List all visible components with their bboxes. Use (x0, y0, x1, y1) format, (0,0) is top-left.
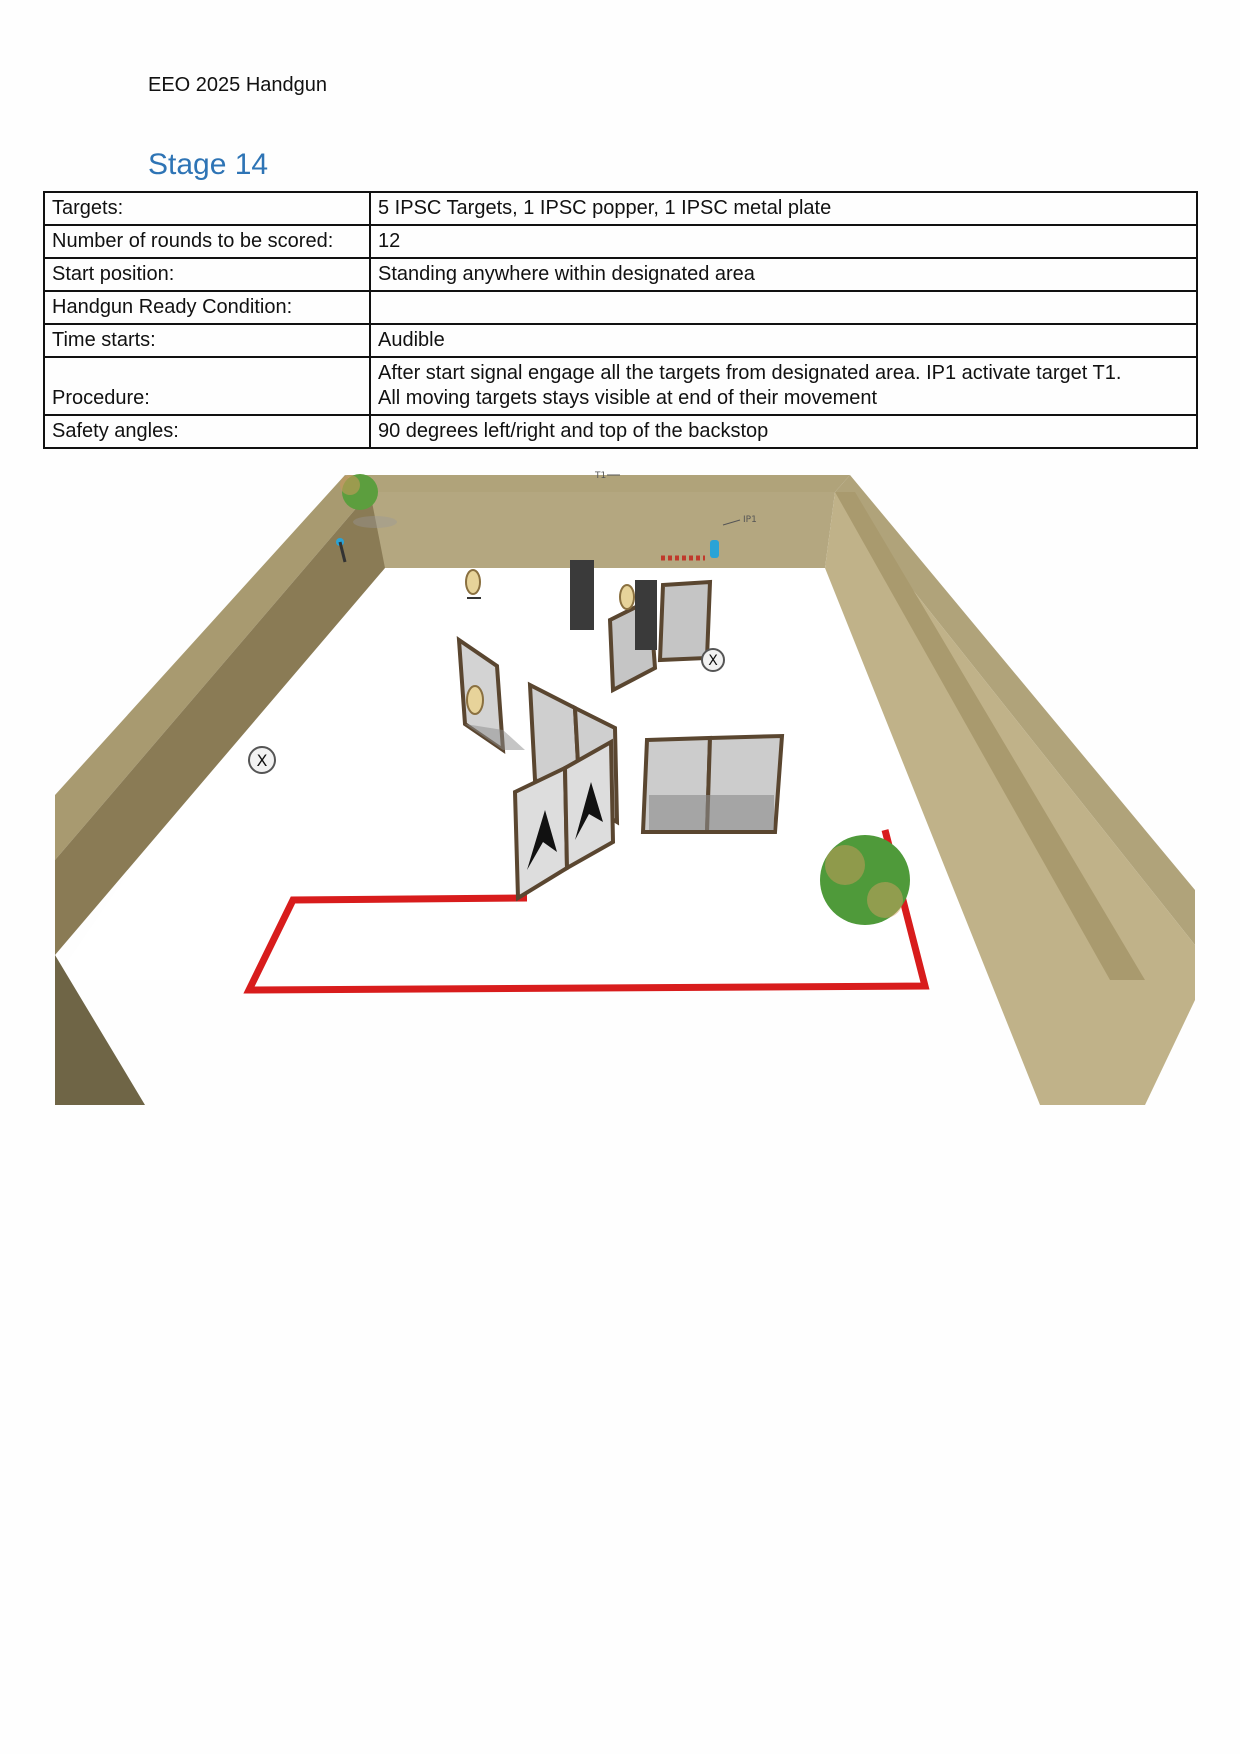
start-position-label: Start position: (44, 258, 370, 291)
rounds-value: 12 (370, 225, 1197, 258)
start-position-value: Standing anywhere within designated area (370, 258, 1197, 291)
ready-condition-label: Handgun Ready Condition: (44, 291, 370, 324)
stage-diagram (55, 470, 1195, 1105)
safety-angles-value: 90 degrees left/right and top of the backstop (370, 415, 1197, 448)
table-row (44, 225, 1197, 258)
table-row (44, 291, 1197, 324)
procedure-line-2: All moving targets stays visible at end of their movement (378, 387, 878, 409)
ipsc-target (467, 686, 483, 714)
procedure-value (370, 357, 1197, 415)
rounds-label: Number of rounds to be scored: (44, 225, 370, 258)
targets-value: 5 IPSC Targets, 1 IPSC popper, 1 IPSC metal plate (370, 192, 1197, 225)
bush (820, 835, 910, 925)
ipsc-target-t1 (620, 585, 634, 609)
table-row (44, 415, 1197, 448)
procedure-label: Procedure: (44, 357, 370, 415)
document-header: EEO 2025 Handgun (148, 74, 328, 96)
table-row (44, 324, 1197, 357)
time-starts-value: Audible (370, 324, 1197, 357)
table-row (44, 258, 1197, 291)
svg-text:X: X (256, 751, 268, 770)
targets-label: Targets: (44, 192, 370, 225)
table-row (44, 357, 1197, 415)
safety-angles-label: Safety angles: (44, 415, 370, 448)
wall-right-pair (643, 736, 782, 832)
t1-label: T1 (595, 471, 607, 481)
table-row (44, 192, 1197, 225)
stage-title: Stage 14 (148, 148, 269, 181)
ip1-label: IP1 (743, 515, 757, 525)
back-berm-face (370, 492, 835, 568)
procedure-line-1: After start signal engage all the targets from designated area. IP1 activate target T1. (378, 362, 1122, 384)
ready-condition-value (370, 291, 1197, 324)
no-shoot-target (702, 649, 724, 671)
time-starts-label: Time starts: (44, 324, 370, 357)
stage-info-table (43, 191, 1198, 449)
svg-text:X: X (708, 653, 718, 669)
no-shoot-target (249, 747, 275, 773)
